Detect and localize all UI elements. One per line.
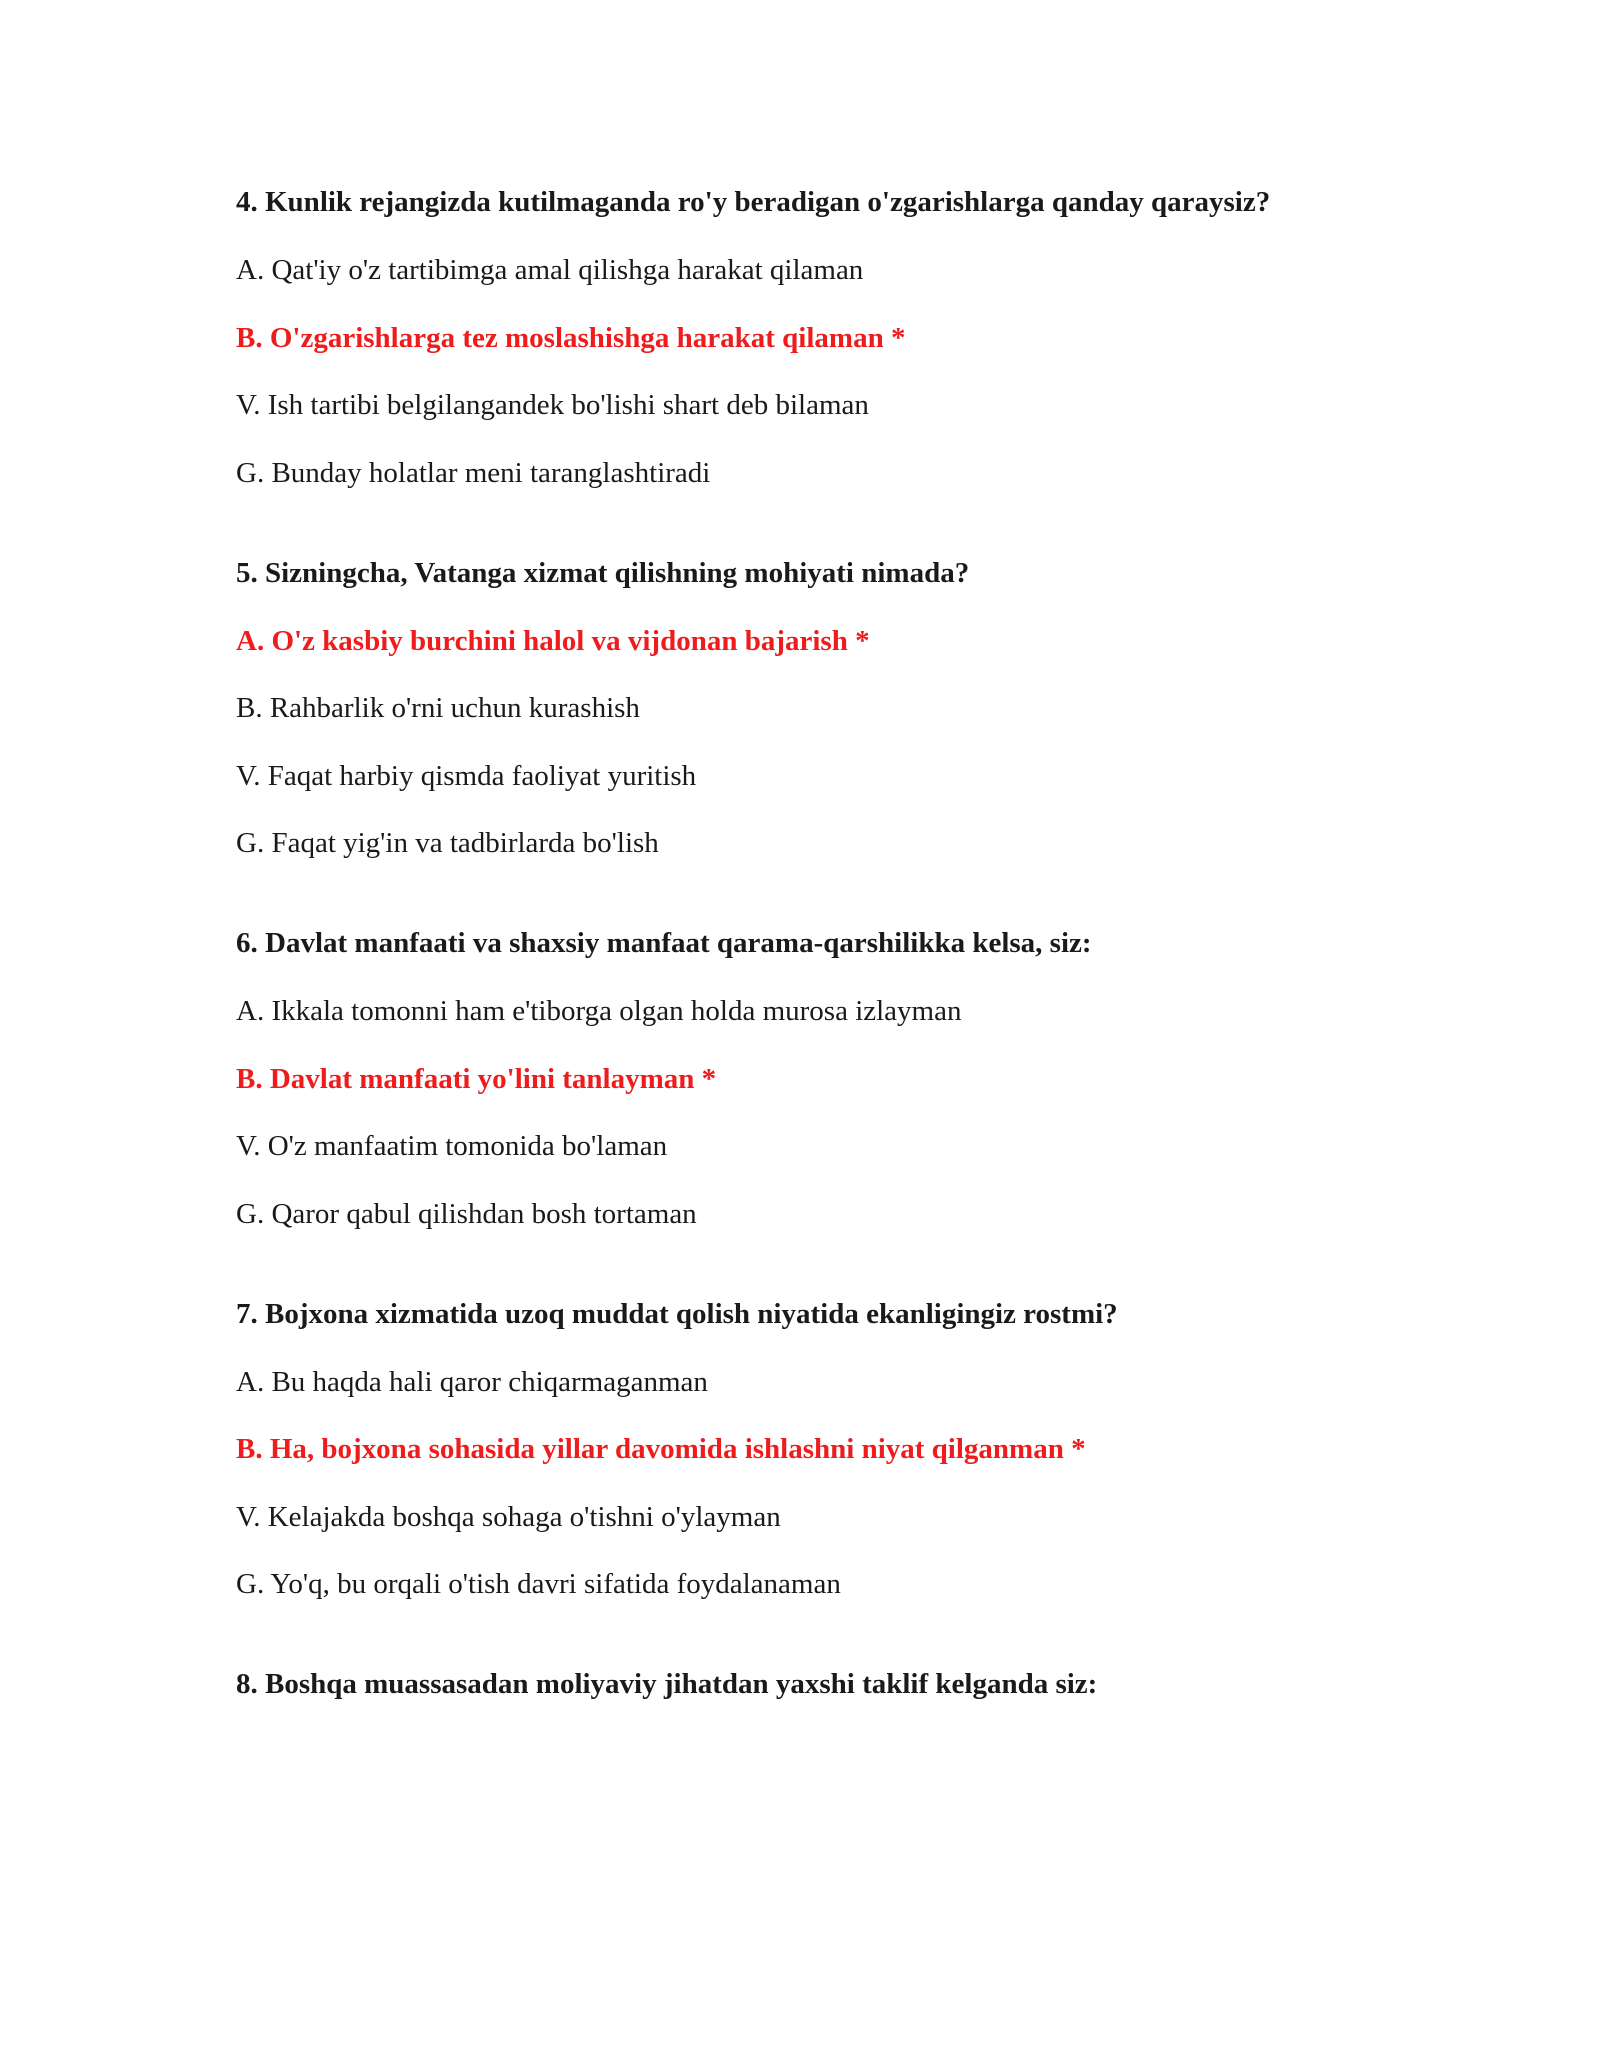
question-block-8 (236, 1668, 1436, 1700)
question-block-4 (236, 186, 1436, 489)
answer-option: V. O'z manfaatim tomonida bo'laman (236, 1130, 668, 1162)
quiz-list (236, 186, 1436, 1768)
answer-option: V. Faqat harbiy qismda faoliyat yuritish (236, 759, 697, 792)
answer-option: A. Ikkala tomonni ham e'tiborga olgan holda murosa izlayman (236, 995, 962, 1027)
answer-option: G. Yo'q, bu orqali o'tish davri sifatida foydalanaman (236, 1568, 841, 1600)
question-block-5 (236, 557, 1436, 860)
question-title: 8. Boshqa muassasadan moliyaviy jihatdan yaxshi taklif kelganda siz: (236, 1668, 1098, 1700)
correct-answer-option: B. Ha, bojxona sohasida yillar davomida ishlashni niyat qilganman * (236, 1433, 1086, 1465)
answer-option: A. Qat'iy o'z tartibimga amal qilishga harakat qilaman (236, 254, 864, 286)
question-block-6 (236, 927, 1436, 1230)
correct-answer-option: B. Davlat manfaati yo'lini tanlayman * (236, 1062, 717, 1095)
question-block-7 (236, 1298, 1436, 1601)
answer-option: B. Rahbarlik o'rni uchun kurashish (236, 692, 640, 724)
answer-option: G. Bunday holatlar meni taranglashtiradi (236, 456, 711, 489)
correct-answer-option: A. O'z kasbiy burchini halol va vijdonan bajarish * (236, 624, 870, 657)
answer-option: V. Kelajakda boshqa sohaga o'tishni o'ylayman (236, 1500, 781, 1533)
correct-answer-option: B. O'zgarishlarga tez moslashishga harakat qilaman * (236, 321, 906, 354)
answer-option: G. Faqat yig'in va tadbirlarda bo'lish (236, 827, 659, 859)
answer-option: A. Bu haqda hali qaror chiqarmaganman (236, 1365, 708, 1398)
question-title: 5. Sizningcha, Vatanga xizmat qilishning mohiyati nimada? (236, 556, 970, 589)
question-title: 6. Davlat manfaati va shaxsiy manfaat qarama-qarshilikka kelsa, siz: (236, 927, 1092, 959)
question-title: 7. Bojxona xizmatida uzoq muddat qolish niyatida ekanligingiz rostmi? (236, 1297, 1118, 1330)
answer-option: V. Ish tartibi belgilangandek bo'lishi shart deb bilaman (236, 389, 869, 421)
answer-option: G. Qaror qabul qilishdan bosh tortaman (236, 1197, 697, 1230)
question-title: 4. Kunlik rejangizda kutilmaganda ro'y beradigan o'zgarishlarga qanday qaraysiz? (236, 186, 1271, 218)
